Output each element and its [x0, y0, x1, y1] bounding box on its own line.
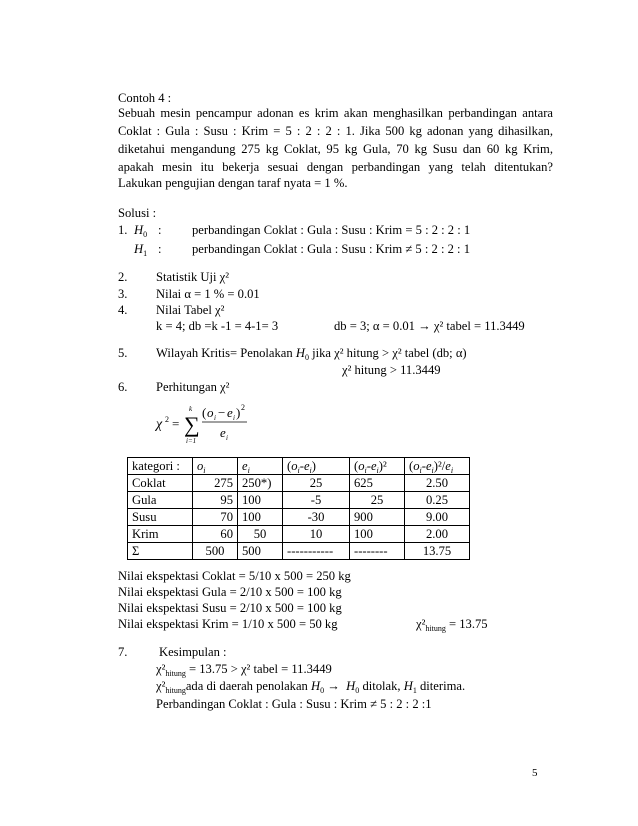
formula-numerator-open: ( — [202, 405, 207, 420]
formula-upper-limit: k — [189, 405, 193, 413]
cell-oi: 70 — [193, 509, 238, 526]
cell-dashes: ----------- — [283, 543, 350, 560]
formula-equals: = — [172, 416, 180, 431]
step6-number: 6. — [118, 380, 128, 394]
step3-text: Nilai α = 1 % = 0.01 — [156, 287, 260, 301]
cell-component: 9.00 — [405, 509, 470, 526]
cell-diff: 25 — [283, 475, 350, 492]
header-oi: $o_i$ — [193, 458, 238, 475]
formula-numerator-o: o — [207, 405, 214, 420]
cell-component: 0.25 — [405, 492, 470, 509]
step1-number: 1. — [118, 223, 128, 237]
formula-numerator-e-sub: i — [233, 414, 235, 422]
ekspektasi-line-4: Nilai ekspektasi Krim = 1/10 x 500 = 50 kg — [118, 617, 338, 631]
problem-line-1: Sebuah mesin pencampur adonan es krim akan menghasilkan perbandingan antara — [118, 106, 553, 120]
cell-diff: 10 — [283, 526, 350, 543]
cell-ei: 50 — [238, 526, 283, 543]
formula-denominator-sub: i — [226, 434, 228, 442]
cell-squared: 100 — [350, 526, 405, 543]
step4-detail-b: db = 3; α = 0.01 → χ² tabel = 11.3449 — [334, 319, 525, 333]
cell-oi: 95 — [193, 492, 238, 509]
formula-minus: − — [218, 405, 226, 420]
chi-square-table — [127, 457, 470, 560]
cell-sigma: Σ — [128, 543, 193, 560]
step7-line-3: Perbandingan Coklat : Gula : Susu : Krim ≠ 5 : 2 : 2 :1 — [156, 697, 432, 711]
h0-label: $H_0$ — [134, 223, 148, 239]
cell-squared: 900 — [350, 509, 405, 526]
cell-total-chi: 13.75 — [405, 543, 470, 560]
header-oi-minus-ei: $(o_i-e_i)$ — [283, 458, 350, 475]
formula-chi-sq: 2 — [165, 415, 169, 424]
problem-line-4: apakah mesin itu bekerja sesuai dengan perbandingan yang telah ditentukan? — [118, 160, 553, 174]
formula-numerator-close: ) — [236, 405, 241, 420]
step7-line-1: $\chi^2_{hitung} = 13.75 > \chi^2$ tabel = 11.3449 — [156, 662, 332, 678]
chi-square-formula — [156, 400, 266, 444]
cell-diff: -30 — [283, 509, 350, 526]
step6-text: Perhitungan χ² — [156, 380, 230, 394]
header-squared: $(o_i-e_i)^2$ — [350, 458, 405, 475]
h0-statement: perbandingan Coklat : Gula : Susu : Krim = 5 : 2 : 2 : 1 — [192, 223, 471, 237]
formula-svg — [156, 400, 266, 444]
table-header-row — [128, 458, 470, 475]
cell-kategori: Susu — [128, 509, 193, 526]
cell-dashes: -------- — [350, 543, 405, 560]
cell-total-oi: 500 — [193, 543, 238, 560]
table-row — [128, 526, 470, 543]
formula-numerator-e: e — [227, 405, 233, 420]
formula-lower-limit: i=1 — [186, 437, 197, 445]
solusi-heading: Solusi : — [118, 206, 157, 220]
problem-line-2: Coklat : Gula : Susu : Krim = 5 : 2 : 2 : 1. Jika 500 kg adonan yang dihasilkan, — [118, 124, 553, 138]
formula-denominator: e — [220, 425, 226, 440]
cell-diff: -5 — [283, 492, 350, 509]
step2-text: Statistik Uji χ² — [156, 270, 230, 284]
cell-ei: 100 — [238, 492, 283, 509]
cell-total-ei: 500 — [238, 543, 283, 560]
step3-number: 3. — [118, 287, 128, 301]
step4-text: Nilai Tabel χ² — [156, 303, 225, 317]
cell-ei: 100 — [238, 509, 283, 526]
ekspektasi-line-3: Nilai ekspektasi Susu = 2/10 x 500 = 100 kg — [118, 601, 342, 615]
table-row — [128, 509, 470, 526]
cell-oi: 275 — [193, 475, 238, 492]
formula-chi: χ — [156, 417, 163, 432]
cell-kategori: Coklat — [128, 475, 193, 492]
page-number: 5 — [532, 767, 538, 779]
step7-title: Kesimpulan : — [159, 645, 227, 659]
table-total-row — [128, 543, 470, 560]
formula-numerator-sq: 2 — [241, 403, 245, 412]
cell-squared: 625 — [350, 475, 405, 492]
problem-line-5: Lakukan pengujian dengan taraf nyata = 1 %. — [118, 176, 348, 190]
ekspektasi-line-1: Nilai ekspektasi Coklat = 5/10 x 500 = 250 kg — [118, 569, 351, 583]
ekspektasi-line-2: Nilai ekspektasi Gula = 2/10 x 500 = 100 kg — [118, 585, 342, 599]
problem-line-3: diketahui mengandung 275 kg Coklat, 95 kg Gula, 70 kg Susu dan 60 kg Krim, — [118, 142, 553, 156]
step7-line-2: $\chi^2_{hitung}ada$ di daerah penolakan $H_0 \to H_0$ ditolak, $H_1$ diterima. — [156, 679, 466, 695]
header-ei: $e_i$ — [238, 458, 283, 475]
h1-colon: : — [158, 242, 162, 256]
cell-squared: 25 — [350, 492, 405, 509]
h1-statement: perbandingan Coklat : Gula : Susu : Krim ≠ 5 : 2 : 2 : 1 — [192, 242, 471, 256]
step7-number: 7. — [118, 645, 128, 659]
cell-ei: 250*) — [238, 475, 283, 492]
example-title: Contoh 4 : — [118, 91, 172, 105]
step5-text: Wilayah Kritis= Penolakan $H_0$ jika χ² hitung > χ² tabel (db; α) — [156, 346, 467, 362]
header-kategori: kategori : — [128, 458, 193, 475]
step5-number: 5. — [118, 346, 128, 360]
cell-kategori: Krim — [128, 526, 193, 543]
formula-sigma: ∑ — [184, 412, 200, 437]
step5-line2: χ² hitung > 11.3449 — [342, 363, 441, 377]
cell-oi: 60 — [193, 526, 238, 543]
formula-numerator-o-sub: i — [214, 414, 216, 422]
table-row — [128, 475, 470, 492]
step4-number: 4. — [118, 303, 128, 317]
cell-kategori: Gula — [128, 492, 193, 509]
h1-label: $H_1$ — [134, 242, 148, 258]
header-chi-component: $(o_i-e_i)^2/e_i$ — [405, 458, 470, 475]
step2-number: 2. — [118, 270, 128, 284]
step4-detail-a: k = 4; db =k -1 = 4-1= 3 — [156, 319, 279, 333]
h0-colon: : — [158, 223, 162, 237]
cell-component: 2.50 — [405, 475, 470, 492]
chi-hitung-result: $\chi^2_{hitung} = 13.75$ — [416, 617, 488, 633]
table-row — [128, 492, 470, 509]
cell-component: 2.00 — [405, 526, 470, 543]
